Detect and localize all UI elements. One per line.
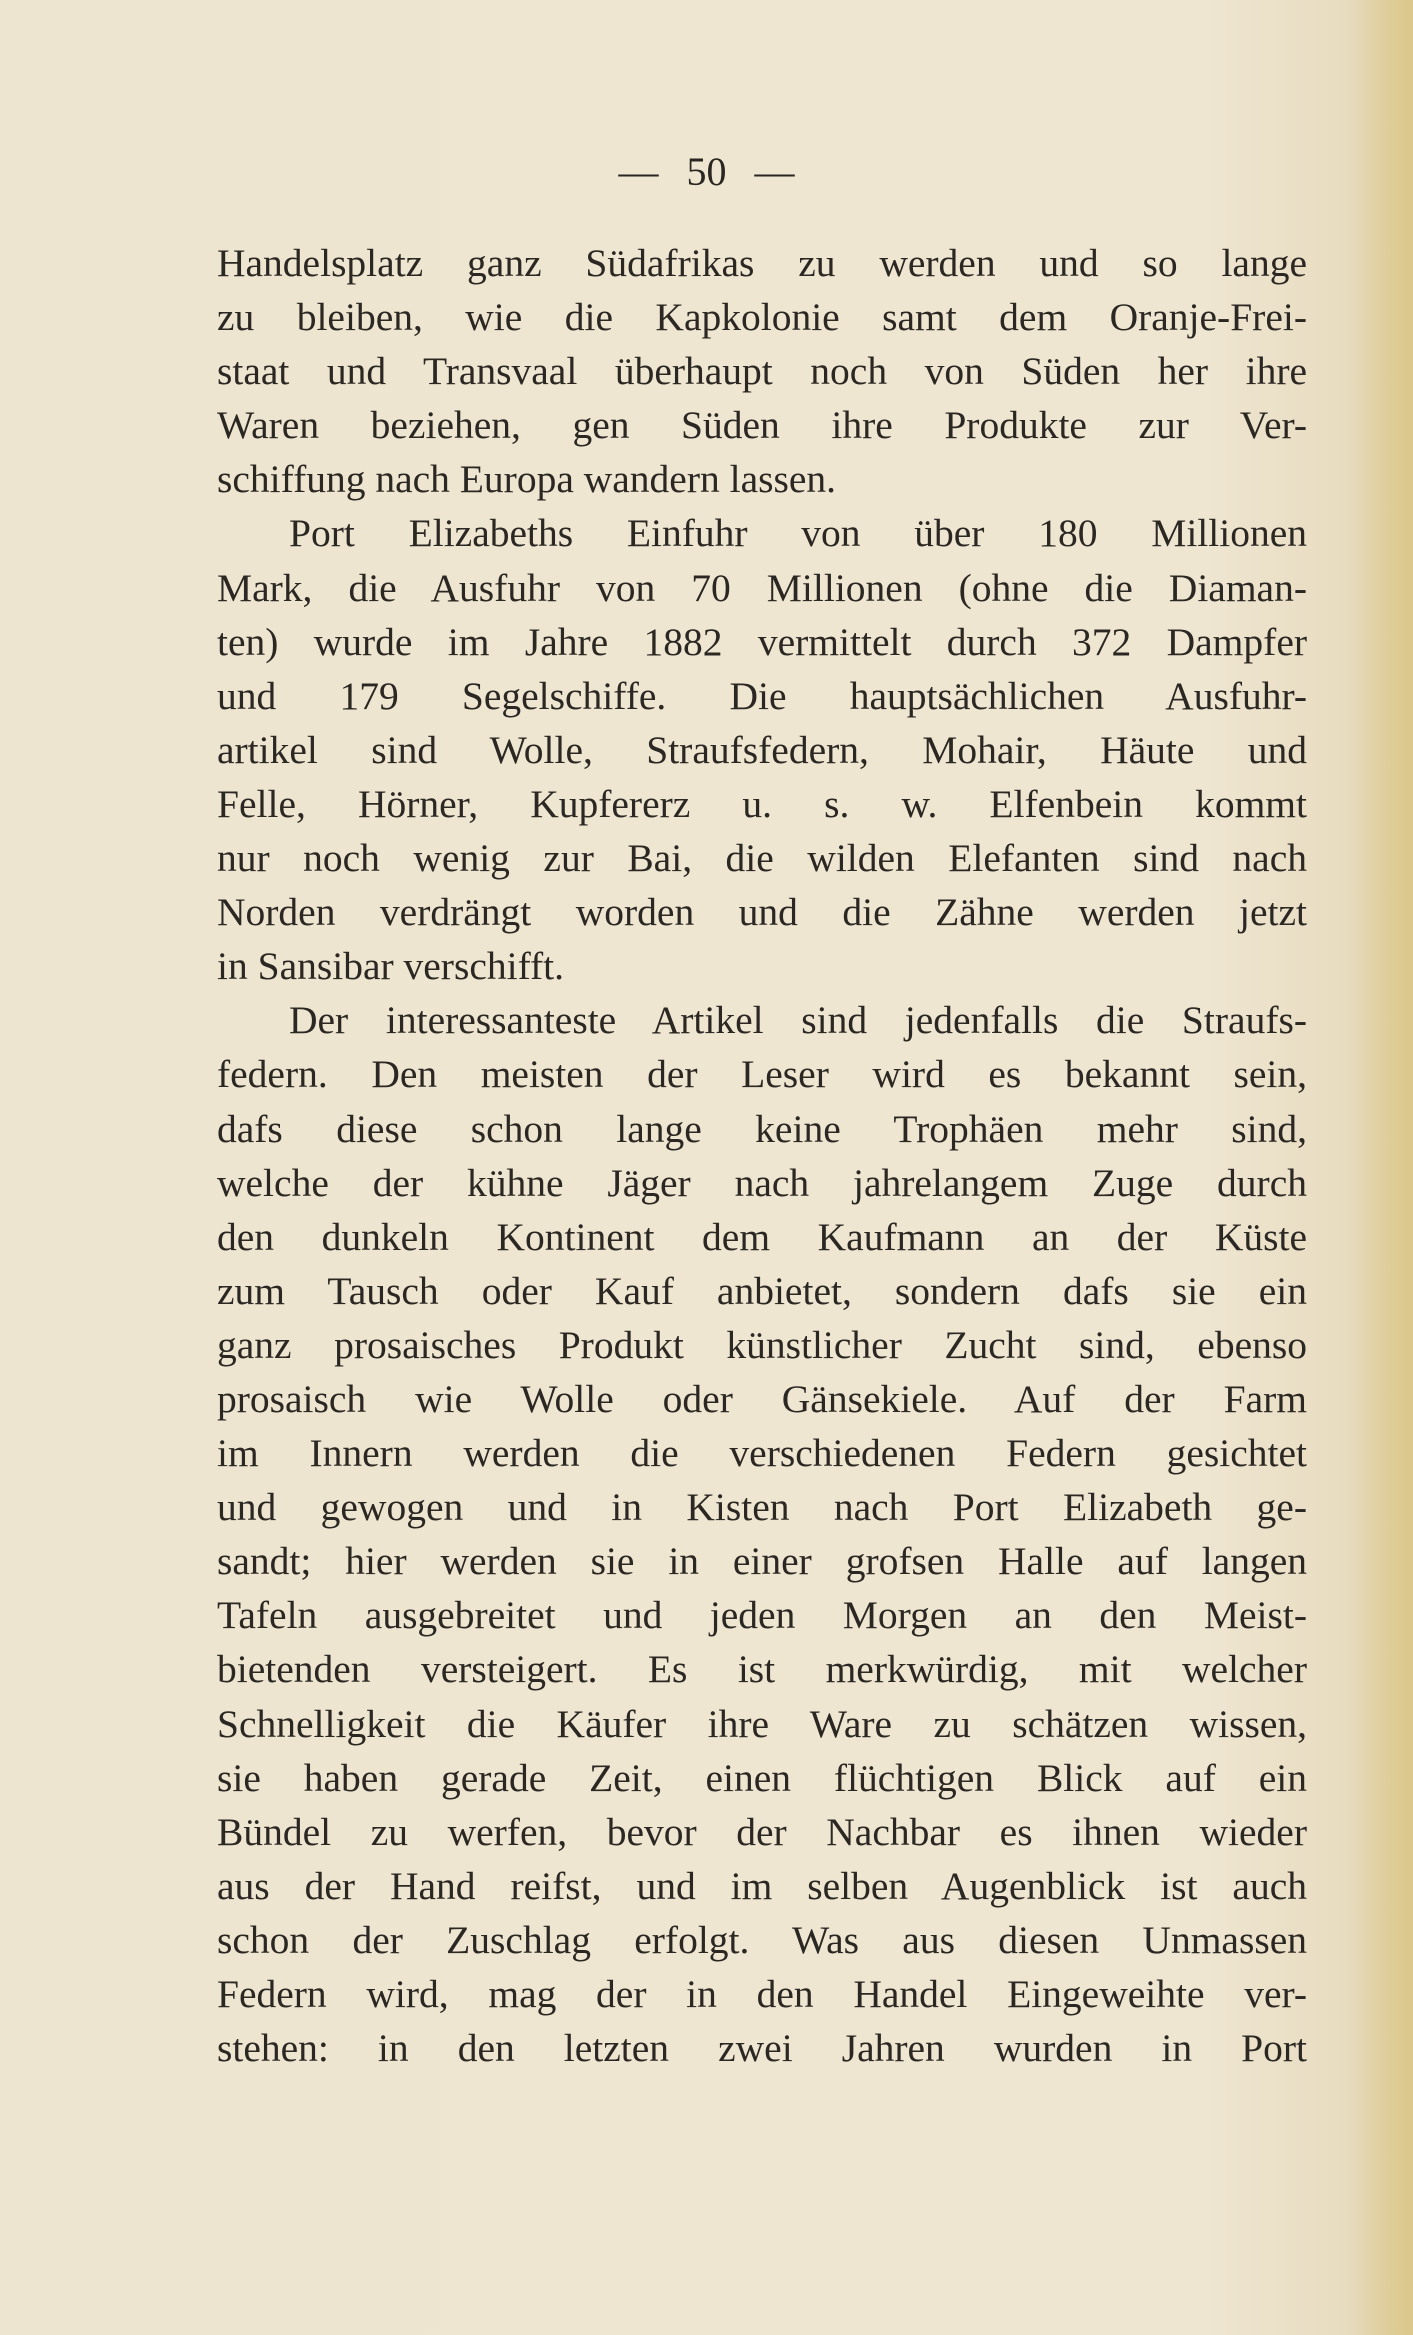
text-line: Waren beziehen, gen Süden ihre Produkte zur Ver-	[217, 403, 1307, 448]
text-line: Norden verdrängt worden und die Zähne werden jetzt	[217, 890, 1307, 935]
text-line: schiffung nach Europa wandern lassen.	[217, 457, 837, 502]
header-dash-left: —	[618, 149, 659, 194]
page-edge-shadow	[1353, 0, 1413, 2335]
text-line: Schnelligkeit die Käufer ihre Ware zu schätzen wissen,	[217, 1701, 1307, 1746]
text-line: und 179 Segelschiffe. Die hauptsächlichen Ausfuhr-	[217, 673, 1307, 718]
text-line: aus der Hand reifst, und im selben Augenblick ist auch	[217, 1863, 1307, 1908]
text-line: stehen: in den letzten zwei Jahren wurden in Port	[217, 2026, 1307, 2071]
text-line: ten) wurde im Jahre 1882 vermittelt durch 372 Dampfer	[217, 619, 1307, 664]
paragraph-start-line: Port Elizabeths Einfuhr von über 180 Millionen	[289, 511, 1307, 556]
text-line: in Sansibar verschifft.	[217, 944, 565, 989]
text-line: Handelsplatz ganz Südafrikas zu werden und so lange	[217, 241, 1307, 285]
text-line: Bündel zu werfen, bevor der Nachbar es ihnen wieder	[217, 1809, 1307, 1854]
text-line: welche der kühne Jäger nach jahrelangem Zuge durch	[217, 1160, 1307, 1205]
text-line: staat und Transvaal überhaupt noch von Süden her ihre	[217, 349, 1307, 394]
text-line: zu bleiben, wie die Kapkolonie samt dem Oranje-Frei-	[217, 295, 1307, 340]
text-line: Federn wird, mag der in den Handel Eingeweihte ver-	[217, 1972, 1307, 2016]
text-line: im Innern werden die verschiedenen Federn gesichtet	[217, 1431, 1307, 1476]
text-line: prosaisch wie Wolle oder Gänsekiele. Auf der Farm	[217, 1376, 1307, 1421]
text-line: sandt; hier werden sie in einer grofsen Halle auf langen	[217, 1539, 1307, 1584]
text-line: Mark, die Ausfuhr von 70 Millionen (ohne die Diaman-	[217, 565, 1307, 610]
header-dash-right: —	[754, 149, 795, 194]
text-line: Felle, Hörner, Kupfererz u. s. w. Elfenbein kommt	[217, 781, 1307, 826]
body-text	[217, 236, 1307, 2075]
text-line: dafs diese schon lange keine Trophäen mehr sind,	[217, 1106, 1307, 1151]
text-line: den dunkeln Kontinent dem Kaufmann an der Küste	[217, 1214, 1307, 1259]
text-line: sie haben gerade Zeit, einen flüchtigen Blick auf ein	[217, 1755, 1307, 1800]
paragraph-start-line: Der interessanteste Artikel sind jedenfalls die Straufs-	[289, 998, 1307, 1043]
text-line: zum Tausch oder Kauf anbietet, sondern dafs sie ein	[217, 1268, 1307, 1313]
text-line: nur noch wenig zur Bai, die wilden Elefanten sind nach	[217, 836, 1307, 881]
text-line: schon der Zuschlag erfolgt. Was aus diesen Unmassen	[217, 1917, 1307, 1962]
text-line: artikel sind Wolle, Straufsfedern, Mohair, Häute und	[217, 727, 1307, 772]
text-line: Tafeln ausgebreitet und jeden Morgen an den Meist-	[217, 1593, 1307, 1638]
text-line: und gewogen und in Kisten nach Port Elizabeth ge-	[217, 1485, 1307, 1530]
page-number: 50	[686, 149, 727, 194]
text-line: bietenden versteigert. Es ist merkwürdig, mit welcher	[217, 1647, 1307, 1692]
page-header	[0, 148, 1413, 195]
text-line: federn. Den meisten der Leser wird es bekannt sein,	[217, 1052, 1307, 1097]
text-line: ganz prosaisches Produkt künstlicher Zucht sind, ebenso	[217, 1322, 1307, 1367]
